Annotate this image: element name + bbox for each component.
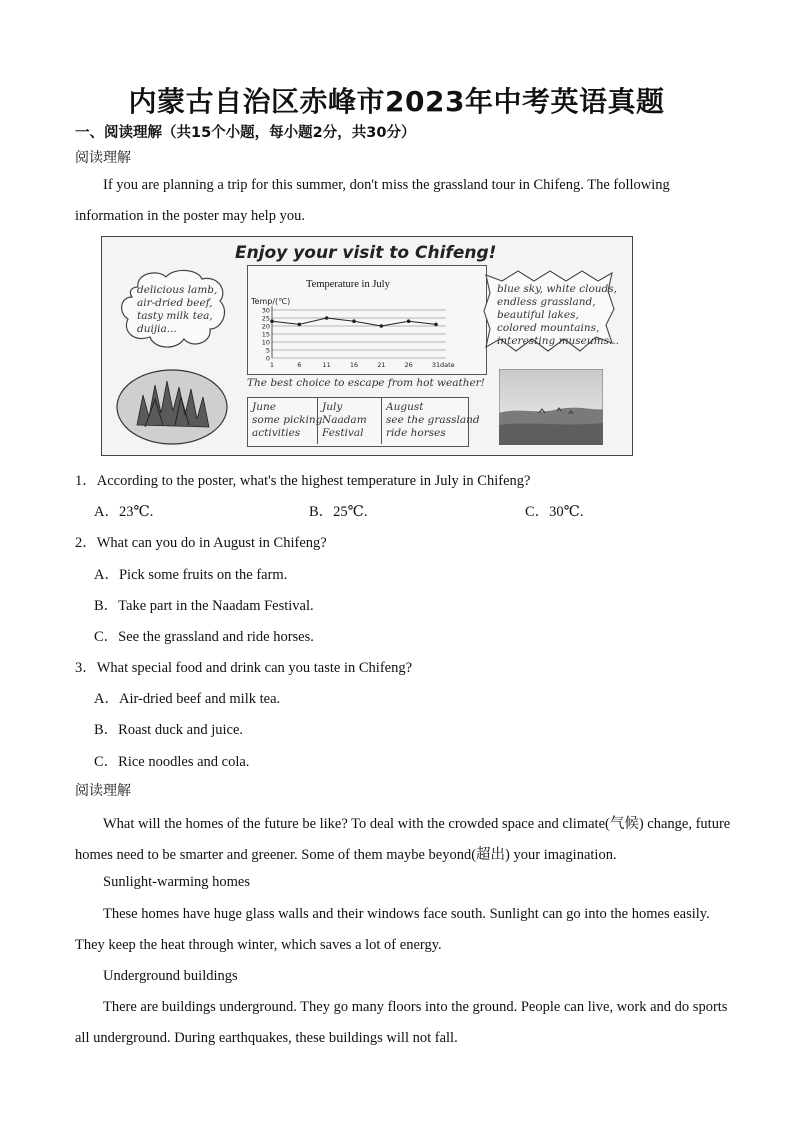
part2-p2-line2: They keep the heat through winter, which saves a lot of energy. [75, 937, 442, 953]
page-title: 内蒙古自治区赤峰市2023年中考英语真题 [128, 85, 665, 118]
part2-p1-line1: What will the homes of the future be like? To deal with the crowded space and climate(气候) change, future [103, 816, 731, 832]
activity-august: August see the grassland ride horses [386, 401, 480, 439]
scenery-item: colored mountains, [497, 322, 600, 334]
section-heading: 一、阅读理解（共15个小题，每小题2分，共30分） [75, 125, 416, 141]
data-point [352, 319, 356, 323]
option-1a[interactable]: A．23℃. [94, 504, 154, 520]
option-3b[interactable]: B．Roast duck and juice. [94, 722, 244, 738]
grassland-photo [499, 369, 603, 445]
question-1: 1．According to the poster, what's the highest temperature in July in Chifeng? [75, 473, 531, 489]
scenery-item: interesting museums... [497, 335, 620, 347]
option-2a[interactable]: A．Pick some fruits on the farm. [94, 567, 288, 583]
part2-p3-line1: There are buildings underground. They go many floors into the ground. People can live, work and do sports [103, 999, 728, 1015]
x-tick-label: 26 [404, 361, 413, 369]
activity-june: June some picking activities [248, 398, 318, 444]
question-3: 3．What special food and drink can you taste in Chifeng? [75, 660, 413, 676]
option-3c[interactable]: C．Rice noodles and cola. [94, 754, 250, 770]
y-tick-label: 15 [261, 330, 270, 339]
x-axis-label: date [440, 361, 455, 369]
part2-p3-line2: all underground. During earthquakes, these buildings will not fall. [75, 1030, 458, 1046]
y-tick-label: 5 [265, 346, 270, 355]
scenery-list [497, 283, 619, 348]
poster-slogan: The best choice to escape from hot weather! [247, 377, 485, 389]
food-item: tasty milk tea, [137, 310, 213, 322]
data-point [270, 319, 274, 323]
x-tick-label: 11 [322, 361, 331, 369]
food-item: delicious lamb, [137, 284, 218, 296]
part1-label: 阅读理解 [75, 150, 131, 166]
y-axis-label: Temp/(℃) [251, 297, 291, 306]
food-item: duijia... [137, 323, 177, 335]
food-item: air-dried beef, [137, 297, 213, 309]
part2-label: 阅读理解 [75, 783, 131, 799]
data-point [380, 324, 384, 328]
data-point [325, 316, 329, 320]
question-2: 2．What can you do in August in Chifeng? [75, 535, 327, 551]
activity-table [247, 397, 480, 447]
option-1c[interactable]: C．30℃. [525, 504, 584, 520]
chifeng-poster [101, 236, 633, 456]
part2-heading-sunlight: Sunlight-warming homes [103, 874, 251, 890]
scenery-item: beautiful lakes, [497, 309, 579, 321]
x-tick-label: 6 [297, 361, 302, 369]
poster-heading: Enjoy your visit to Chifeng! [235, 243, 497, 263]
y-tick-label: 0 [265, 354, 270, 363]
data-point [407, 319, 411, 323]
x-tick-label: 31 [431, 361, 441, 369]
y-tick-label: 10 [261, 338, 270, 347]
option-2c[interactable]: C．See the grassland and ride horses. [94, 629, 314, 645]
scenery-item: endless grassland, [497, 296, 596, 308]
temperature-chart-box [247, 265, 487, 375]
option-2b[interactable]: B．Take part in the Naadam Festival. [94, 598, 314, 614]
rock-formation-image [115, 367, 230, 447]
food-list [137, 284, 217, 336]
y-tick-label: 20 [261, 322, 270, 331]
x-tick-label: 21 [377, 361, 386, 369]
part1-intro-line1: If you are planning a trip for this summer, don't miss the grassland tour in Chifeng. The following [103, 177, 670, 193]
data-point [434, 323, 438, 327]
y-tick-label: 25 [261, 314, 270, 323]
y-tick-label: 30 [261, 306, 270, 315]
scenery-item: blue sky, white clouds, [497, 283, 618, 295]
part2-heading-underground: Underground buildings [103, 968, 238, 984]
data-point [298, 323, 302, 327]
x-tick-label: 16 [349, 361, 359, 369]
x-tick-label: 1 [269, 361, 275, 369]
chart-title: Temperature in July [306, 279, 390, 290]
activity-july: July Naadam Festival [318, 398, 382, 444]
part2-p2-line1: These homes have huge glass walls and their windows face south. Sunlight can go into the homes easily. [103, 906, 710, 922]
temperature-chart [248, 266, 486, 374]
option-3a[interactable]: A．Air-dried beef and milk tea. [94, 691, 281, 707]
option-1b[interactable]: B．25℃. [309, 504, 368, 520]
part1-intro-line2: information in the poster may help you. [75, 208, 305, 224]
part2-p1-line2: homes need to be smarter and greener. Some of them maybe beyond(超出) your imagination. [75, 847, 617, 863]
